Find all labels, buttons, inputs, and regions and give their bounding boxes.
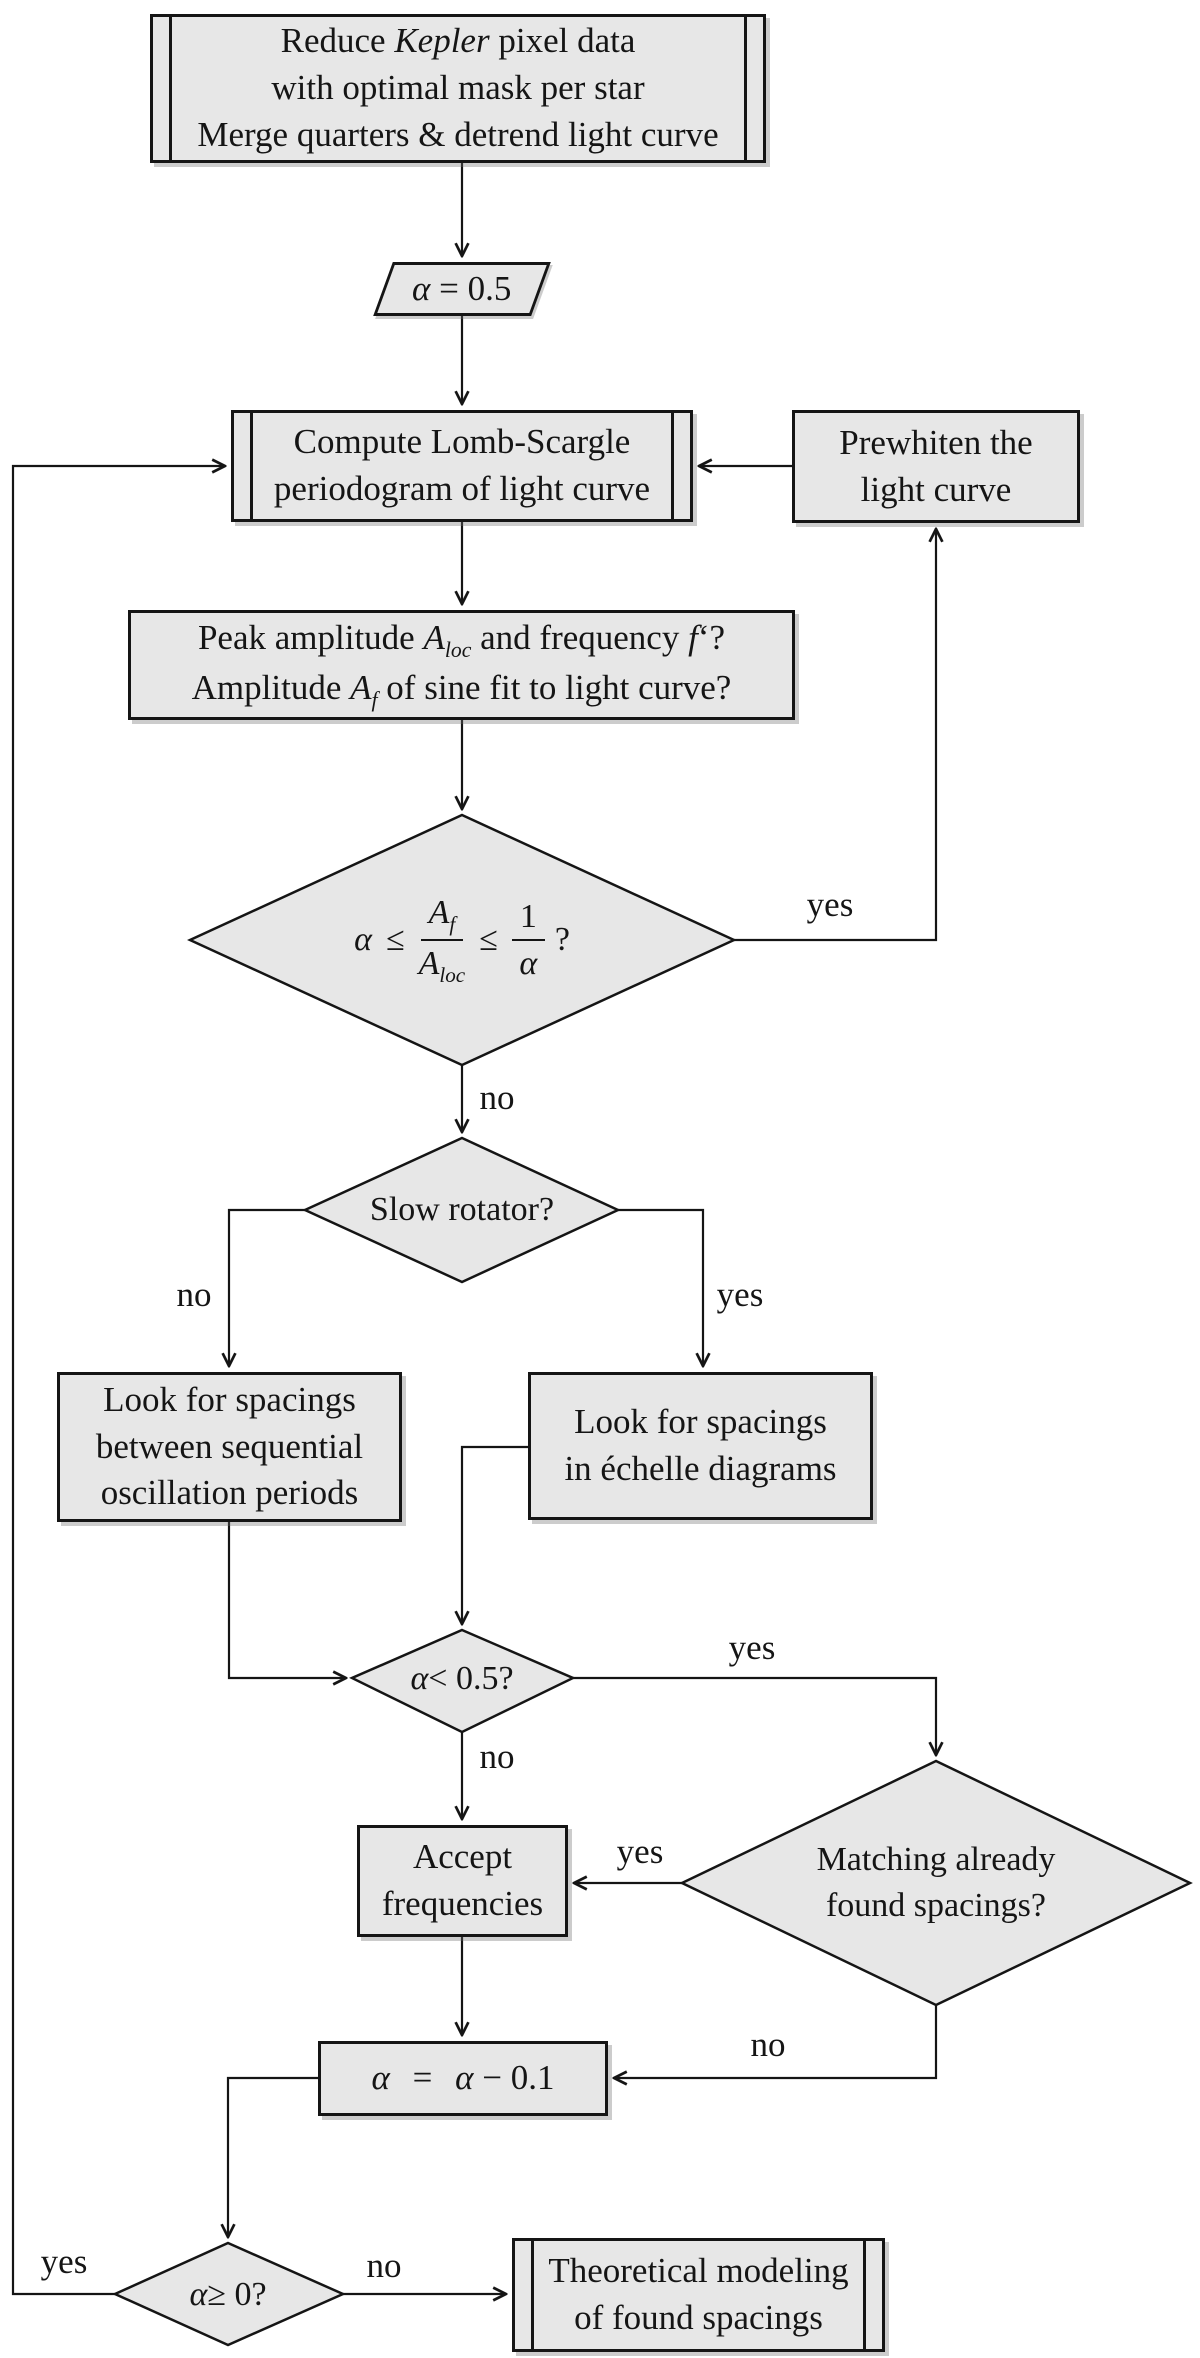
process-line: Reduce Kepler pixel data: [280, 21, 636, 61]
process-line: with optimal mask per star: [271, 68, 645, 108]
process-spacings-echelle: [528, 1372, 873, 1520]
edge-label-no: no: [750, 2025, 786, 2064]
io-alpha-init-label: α = 0.5: [412, 269, 512, 308]
process-decrement-alpha: [318, 2041, 608, 2116]
decision-alpha-ge-0-label: α ≥ 0?: [189, 2276, 267, 2314]
edge-label-yes: yes: [616, 1832, 664, 1871]
process-line: frequencies: [381, 1884, 544, 1923]
process-line: Peak amplitude $A_{loc}$ and frequency f‘?: [197, 617, 726, 662]
edge-label-yes: yes: [806, 885, 854, 924]
process-accept-frequencies: [357, 1825, 568, 1937]
process-line: α = α − 0.1: [371, 2058, 555, 2098]
edge-label-no: no: [479, 1737, 515, 1776]
process-line: Compute Lomb-Scargle: [293, 422, 631, 462]
io-alpha-init: [383, 262, 541, 316]
process-line: light curve: [860, 469, 1012, 509]
process-line: of found spacings: [574, 2298, 823, 2337]
process-line: Look for spacings: [103, 1379, 356, 1419]
edge-label-yes: yes: [40, 2242, 88, 2281]
process-prewhiten: [792, 410, 1080, 523]
edge-label-no: no: [366, 2246, 402, 2285]
process-reduce-kepler-data: [150, 14, 766, 163]
decision-slow-rotator-label: Slow rotator?: [369, 1191, 555, 1229]
process-line: in échelle diagrams: [564, 1449, 837, 1488]
edge-label-no: no: [176, 1275, 212, 1314]
process-theoretical-modeling: [512, 2238, 885, 2352]
process-spacings-periods: [57, 1372, 402, 1522]
process-compute-periodogram: [231, 410, 693, 522]
process-line: Prewhiten the: [839, 422, 1033, 462]
process-peak-amplitude: [128, 610, 795, 720]
decision-amplitude-ratio-label: α ≤ $\frac{A_f}{A_{loc}}$ ≤ $\frac{1}{\alpha}$ ?: [354, 893, 570, 987]
edge-label-yes: yes: [728, 1628, 776, 1667]
process-line: Amplitude $A_f$ of sine fit to light curve?: [191, 668, 732, 712]
process-line: Merge quarters & detrend light curve: [197, 114, 719, 154]
process-line: Theoretical modeling: [548, 2251, 849, 2291]
process-line: oscillation periods: [100, 1473, 359, 1513]
process-line: between sequential: [95, 1426, 364, 1466]
edge-label-yes: yes: [716, 1275, 764, 1314]
decision-alpha-lt-05-label: α < 0.5?: [410, 1660, 514, 1698]
process-line: Look for spacings: [574, 1402, 827, 1442]
edge-label-no: no: [479, 1078, 515, 1117]
io-alpha-init-shape: [373, 262, 551, 316]
process-line: Accept: [412, 1837, 513, 1877]
process-line: periodogram of light curve: [273, 469, 651, 508]
decision-matching-spacings-label: Matching already found spacings?: [816, 1841, 1056, 1924]
